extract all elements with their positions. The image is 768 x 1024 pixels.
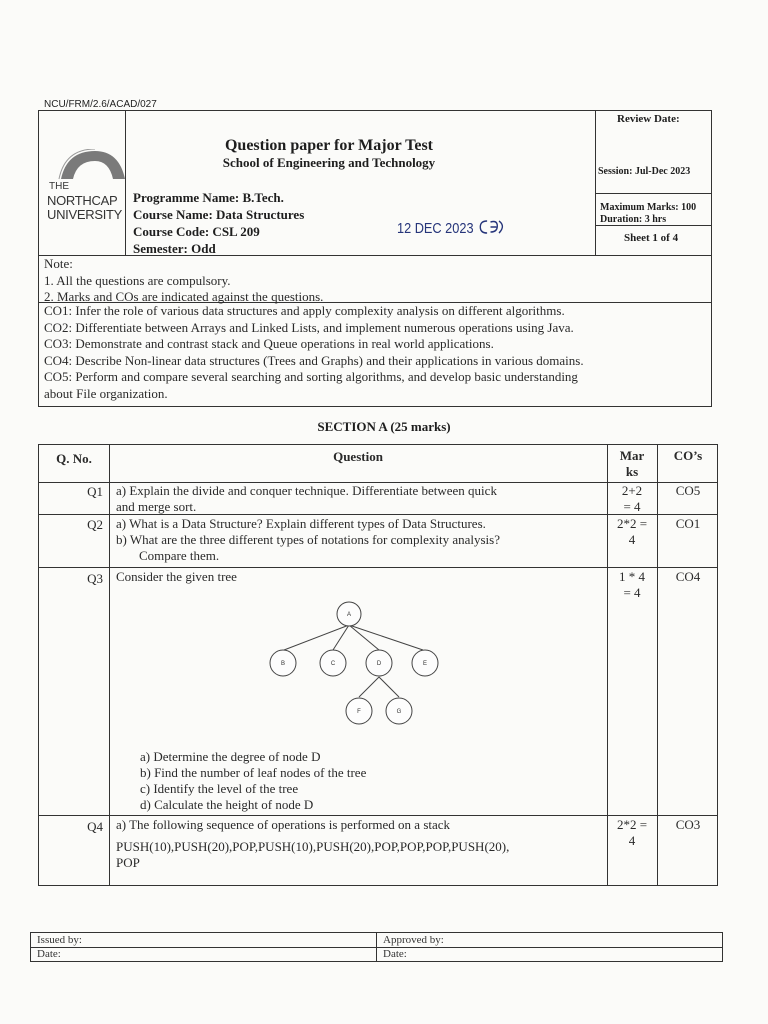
- tree-edge: [379, 677, 399, 697]
- logo-text-university: UNIVERSITY: [47, 207, 123, 222]
- approved-date: Date:: [383, 948, 407, 960]
- semester: Semester: Odd: [133, 241, 216, 256]
- q1-marks: 2+2 = 4: [621, 483, 643, 514]
- q1-number: Q1: [87, 484, 103, 499]
- logo-text-the: THE: [49, 181, 69, 192]
- tree-label-a: A: [346, 612, 352, 618]
- course-outcomes: [44, 303, 709, 402]
- q2-number: Q2: [87, 517, 103, 532]
- q4-marks: 2*2 = 4: [616, 817, 648, 848]
- tree-edge: [349, 625, 423, 650]
- note-instructions: [44, 256, 323, 306]
- q4-text: a) The following sequence of operations is performed on a stack PUSH(10),PUSH(20),POP,PUSH(10),PUSH(20),POP,POP,POP,PUSH(20), POP: [116, 817, 510, 870]
- q2-marks: 2*2 = 4: [616, 516, 648, 547]
- tree-label-d: D: [376, 661, 382, 667]
- note-title: Note:: [44, 256, 73, 271]
- questions-table: [38, 444, 718, 886]
- q3-subquestions: a) Determine the degree of node D b) Find the number of leaf nodes of the tree c) Identify the level of the tree d) Calculate the height of node D: [140, 749, 367, 812]
- date-stamp: [397, 218, 508, 237]
- tree-edge: [359, 677, 379, 697]
- tree-edge: [284, 625, 349, 650]
- footer-signoff: [30, 932, 723, 962]
- tree-label-c: C: [330, 661, 336, 667]
- q1-co: CO5: [675, 483, 701, 498]
- co-line: CO5: Perform and compare several searching and sorting algorithms, and develop basic understanding: [44, 369, 578, 384]
- maximum-marks: Maximum Marks: 100: [600, 202, 697, 213]
- issued-by: Issued by:: [37, 934, 82, 946]
- note-line: 2. Marks and COs are indicated against the questions.: [44, 289, 324, 304]
- q3-marks: 1 * 4 = 4: [619, 569, 645, 600]
- q2-co: CO1: [675, 516, 701, 531]
- sheet-number: Sheet 1 of 4: [624, 232, 679, 244]
- tree-label-b: B: [280, 661, 286, 667]
- co-line: CO3: Demonstrate and contrast stack and Queue operations in real world applications.: [44, 336, 494, 351]
- school-name: School of Engineering and Technology: [222, 155, 436, 170]
- header-qno: Q. No.: [56, 451, 92, 466]
- form-code: NCU/FRM/2.6/ACAD/027: [44, 99, 157, 110]
- tree-diagram: [259, 595, 449, 730]
- review-date: Review Date:: [617, 113, 680, 125]
- programme-info: [133, 189, 304, 257]
- course-code: Course Code: CSL 209: [133, 224, 260, 239]
- header-question: Question: [333, 449, 383, 464]
- session: Session: Jul-Dec 2023: [598, 166, 691, 177]
- logo-text-northcap: NORTHCAP: [47, 193, 118, 208]
- approved-by: Approved by:: [383, 934, 444, 946]
- note-box: [38, 256, 712, 407]
- q1-text: a) Explain the divide and conquer technique. Differentiate between quick and merge sort.: [116, 483, 497, 514]
- tree-label-e: E: [422, 661, 428, 667]
- header-box: [38, 110, 712, 256]
- header-divider-right: [595, 111, 596, 255]
- q3-text: Consider the given tree: [116, 569, 237, 584]
- header-marks: Mar ks: [619, 448, 645, 479]
- arch-logo-icon: [57, 149, 127, 181]
- tree-edge: [333, 625, 349, 650]
- paper-title: Question paper for Major Test: [224, 137, 433, 154]
- date-stamp-text: 12 DEC 2023: [397, 220, 474, 237]
- university-logo: [43, 149, 127, 257]
- tree-edge: [349, 625, 379, 650]
- section-title: SECTION A (25 marks): [317, 419, 451, 434]
- co-line: about File organization.: [44, 385, 168, 401]
- q2-text: a) What is a Data Structure? Explain different types of Data Structures. b) What are the three different types of notations for complexity analysis? Compare them.: [116, 516, 500, 563]
- course-name: Course Name: Data Structures: [133, 207, 305, 222]
- co-line: CO1: Infer the role of various data structures and apply complexity analysis on different algorithms.: [44, 303, 565, 318]
- issued-date: Date:: [37, 948, 61, 960]
- co-line: CO2: Differentiate between Arrays and Linked Lists, and implement numerous operations using Java.: [44, 319, 574, 335]
- q4-number: Q4: [87, 819, 103, 834]
- header-co: CO’s: [673, 448, 703, 463]
- q3-number: Q3: [87, 571, 103, 586]
- note-line: 1. All the questions are compulsory.: [44, 272, 231, 288]
- q3-co: CO4: [675, 569, 701, 584]
- q4-co: CO3: [675, 817, 701, 832]
- marks-duration: [600, 202, 696, 226]
- tree-label-g: G: [396, 709, 402, 715]
- initials-mark-icon: [479, 218, 508, 236]
- tree-label-f: F: [357, 709, 361, 715]
- duration: Duration: 3 hrs: [600, 214, 667, 225]
- programme-name: Programme Name: B.Tech.: [133, 190, 284, 205]
- co-line: CO4: Describe Non-linear data structures (Trees and Graphs) and their applications in various domains.: [44, 352, 584, 368]
